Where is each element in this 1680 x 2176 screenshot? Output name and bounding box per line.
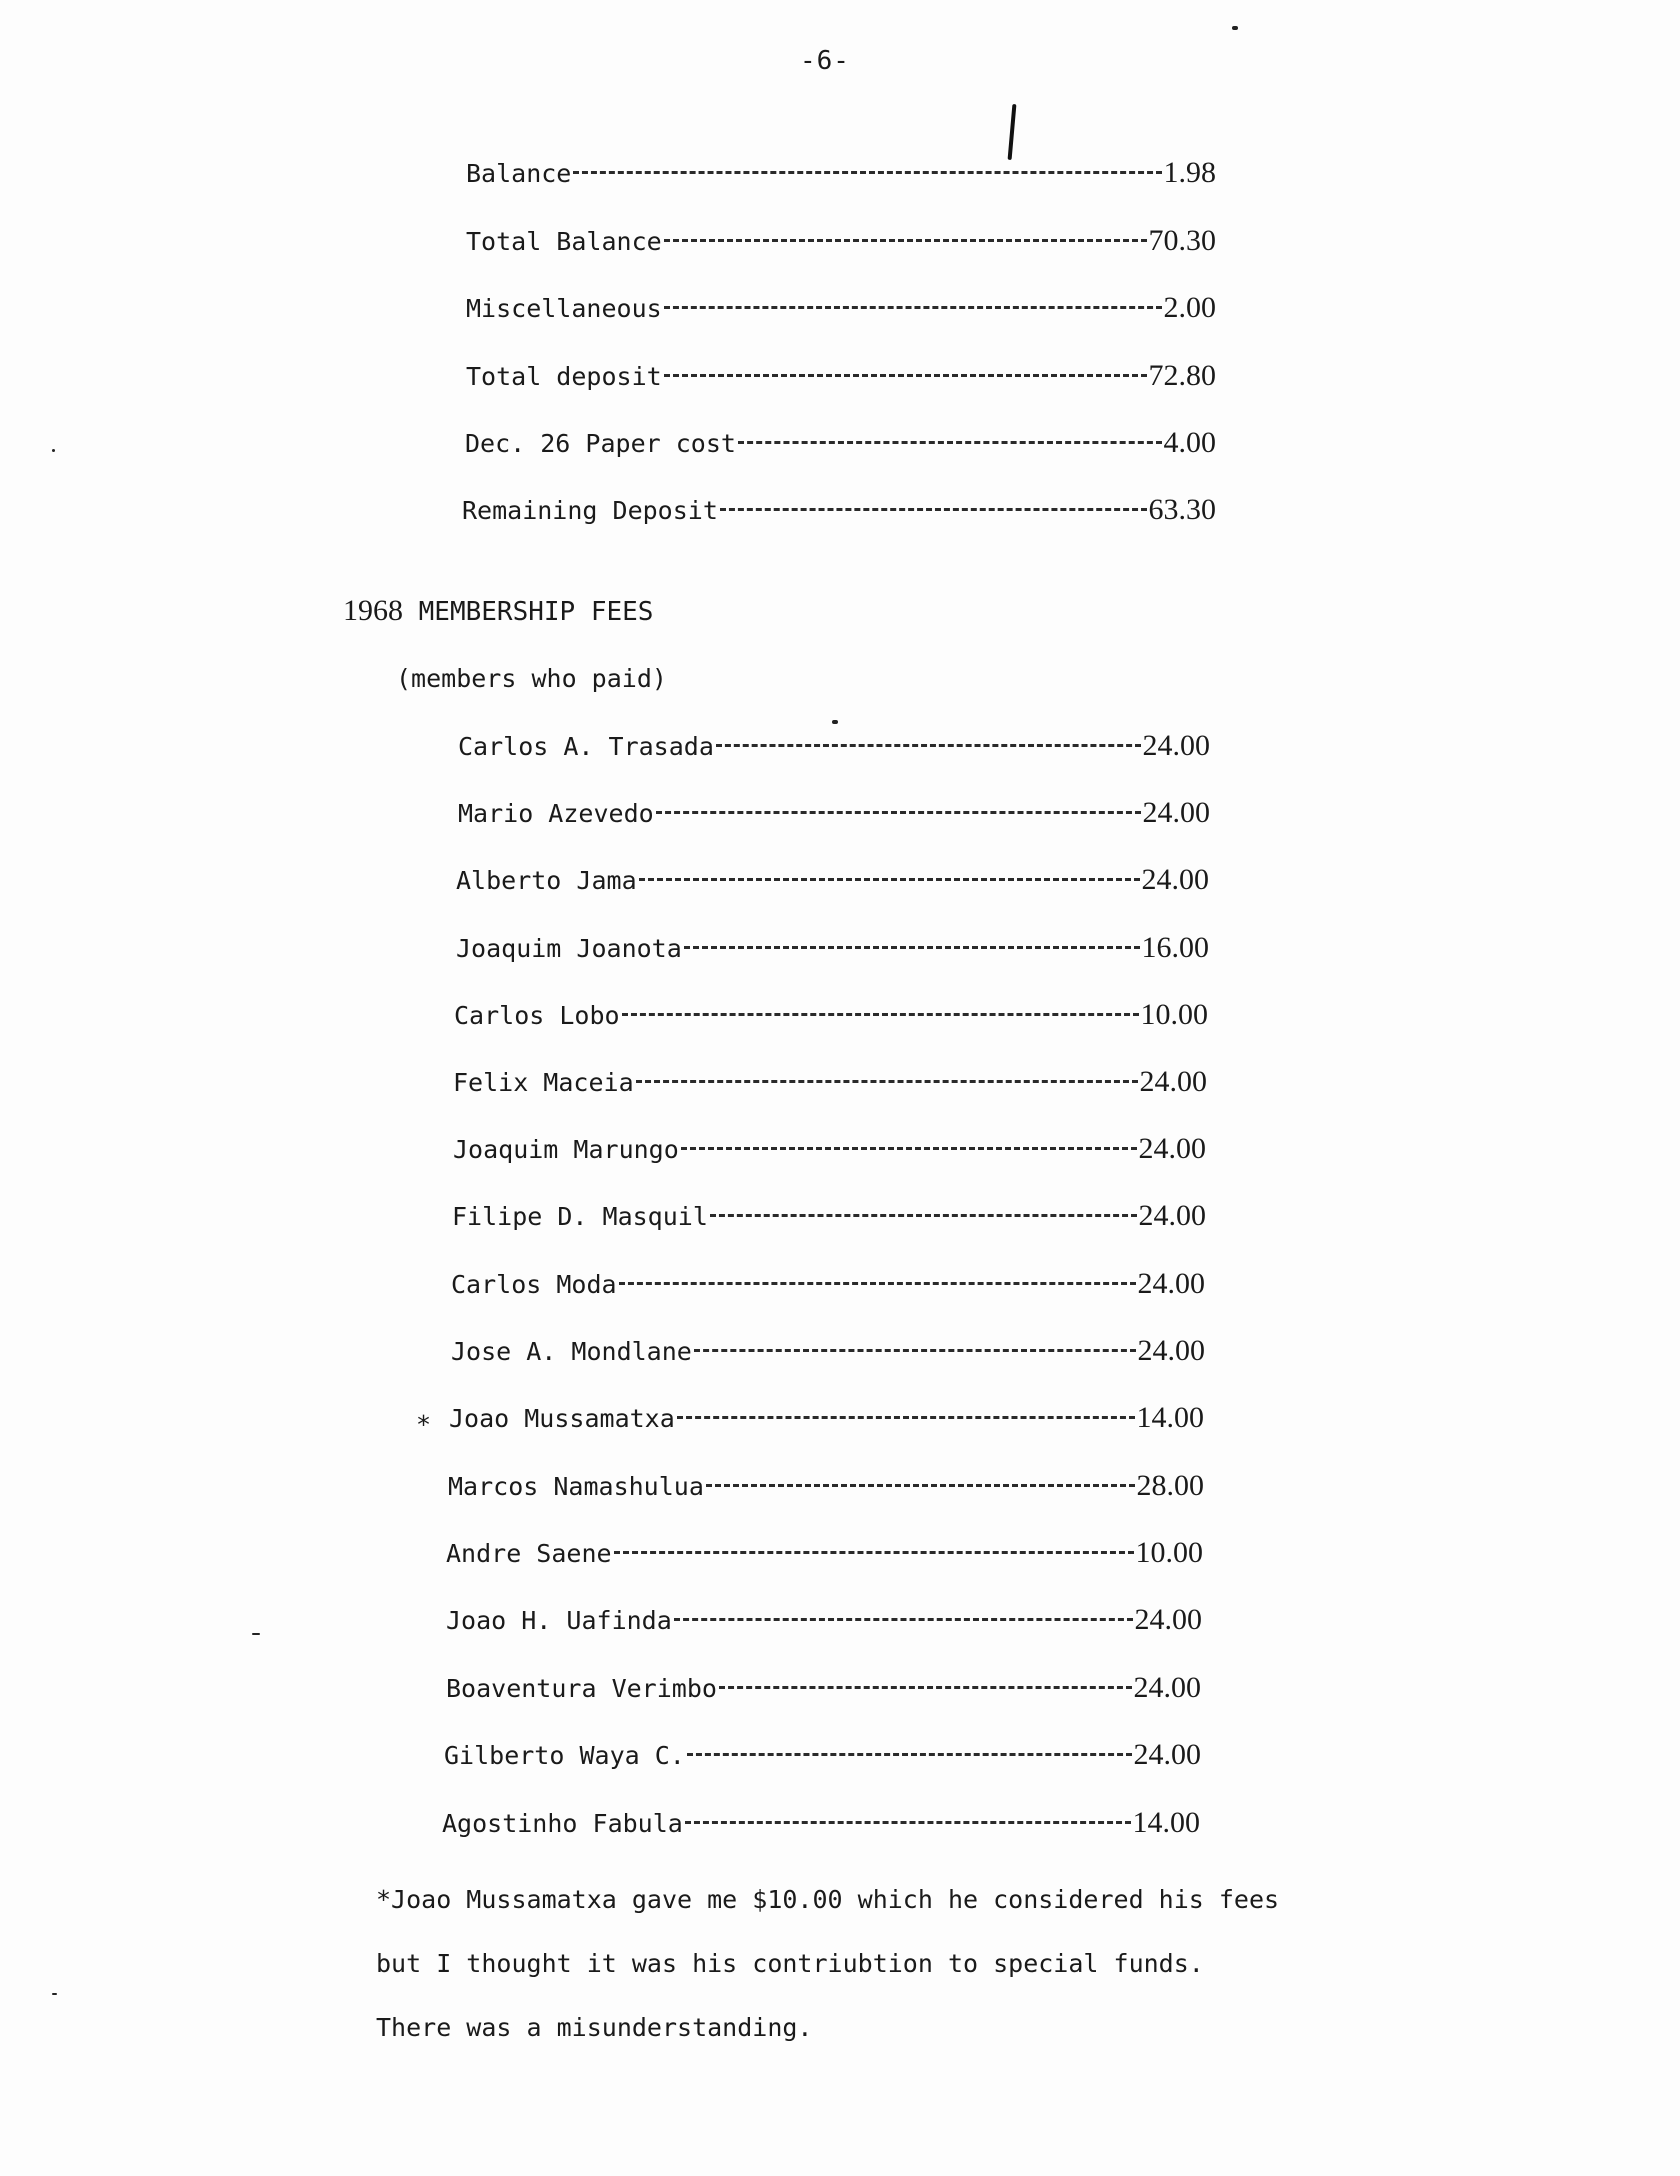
footnote-line: *Joao Mussamatxa gave me $10.00 which he considered his fees — [376, 1885, 1280, 1914]
member-amount: 24.00 — [1142, 796, 1210, 829]
footnote-line: There was a misunderstanding. — [376, 2013, 813, 2042]
member-amount: 24.00 — [1139, 1065, 1207, 1098]
dotted-leader — [710, 1214, 1137, 1217]
member-amount: 24.00 — [1138, 1132, 1206, 1165]
member-amount: 14.00 — [1136, 1401, 1204, 1434]
member-name: Joao Mussamatxa — [449, 1404, 675, 1433]
member-amount: 24.00 — [1134, 1603, 1202, 1636]
member-name: Joaquim Marungo — [453, 1135, 679, 1164]
scan-speck — [832, 720, 838, 724]
dotted-leader — [664, 239, 1147, 242]
dotted-leader — [716, 744, 1141, 747]
member-name: Joaquim Joanota — [456, 934, 682, 963]
member-amount: 24.00 — [1137, 1334, 1205, 1367]
scan-speck — [252, 1633, 260, 1635]
footnote-line: but I thought it was his contriubtion to special funds. — [376, 1949, 1204, 1978]
member-amount: 24.00 — [1137, 1267, 1205, 1300]
dotted-leader — [677, 1416, 1135, 1419]
dotted-leader — [656, 811, 1141, 814]
ledger-amount: 2.00 — [1163, 291, 1216, 324]
member-row — [446, 1671, 1201, 1705]
member-amount: 24.00 — [1142, 729, 1210, 762]
member-name: Carlos Lobo — [454, 1001, 620, 1030]
member-row — [444, 1738, 1201, 1772]
member-name: Jose A. Mondlane — [451, 1337, 692, 1366]
member-row — [451, 1334, 1205, 1368]
member-amount: 16.00 — [1141, 931, 1209, 964]
section-year: 1968 — [343, 594, 403, 627]
ledger-row-balance — [466, 156, 1216, 190]
dotted-leader — [619, 1282, 1136, 1285]
ledger-amount: 1.98 — [1163, 156, 1216, 189]
member-amount: 24.00 — [1133, 1738, 1201, 1771]
member-row — [446, 1603, 1202, 1637]
ledger-label: Miscellaneous — [466, 294, 662, 323]
member-row — [451, 1267, 1205, 1301]
dotted-leader — [684, 946, 1140, 949]
member-name: Boaventura Verimbo — [446, 1674, 717, 1703]
dotted-leader — [685, 1821, 1131, 1824]
dotted-leader — [681, 1147, 1137, 1150]
member-row — [453, 1132, 1206, 1166]
member-row — [446, 1536, 1203, 1570]
ledger-label: Balance — [466, 159, 572, 188]
member-name: Andre Saene — [446, 1539, 612, 1568]
ledger-amount: 63.30 — [1148, 493, 1216, 526]
dotted-leader — [622, 1013, 1139, 1016]
member-name: Agostinho Fabula — [442, 1809, 683, 1838]
member-amount: 24.00 — [1133, 1671, 1201, 1704]
ledger-amount: 4.00 — [1163, 426, 1216, 459]
member-row — [458, 796, 1210, 830]
dotted-leader — [674, 1618, 1133, 1621]
member-row — [458, 729, 1210, 763]
ledger-row-remaining-deposit — [462, 493, 1216, 527]
ledger-label: Total deposit — [466, 362, 662, 391]
section-heading: MEMBERSHIP FEES — [418, 597, 654, 627]
dotted-leader — [639, 878, 1140, 881]
dotted-leader — [664, 374, 1147, 377]
member-name: Joao H. Uafinda — [446, 1606, 672, 1635]
section-title — [343, 594, 653, 628]
dotted-leader — [706, 1484, 1135, 1487]
member-row — [456, 931, 1209, 965]
member-amount: 28.00 — [1136, 1469, 1204, 1502]
ledger-row-miscellaneous — [466, 291, 1216, 325]
dotted-leader — [720, 508, 1147, 511]
member-name: Marcos Namashulua — [448, 1472, 704, 1501]
member-name: Filipe D. Masquil — [452, 1202, 708, 1231]
dotted-leader — [738, 441, 1162, 444]
member-row — [453, 1065, 1207, 1099]
dotted-leader — [687, 1753, 1132, 1756]
member-row — [442, 1806, 1200, 1840]
member-name: Felix Maceia — [453, 1068, 634, 1097]
dotted-leader — [694, 1349, 1136, 1352]
dotted-leader — [614, 1551, 1134, 1554]
ledger-amount: 72.80 — [1148, 359, 1216, 392]
ledger-amount: 70.30 — [1148, 224, 1216, 257]
member-name: Carlos Moda — [451, 1270, 617, 1299]
scan-speck — [52, 1993, 57, 1995]
member-name: Mario Azevedo — [458, 799, 654, 828]
scan-speck — [1232, 26, 1238, 30]
member-amount: 24.00 — [1141, 863, 1209, 896]
member-row — [452, 1199, 1206, 1233]
dotted-leader — [664, 306, 1162, 309]
member-row — [456, 863, 1209, 897]
dotted-leader — [573, 171, 1161, 174]
ledger-row-paper-cost — [465, 426, 1216, 460]
pen-mark — [1008, 104, 1017, 160]
member-row — [448, 1469, 1204, 1503]
page-number: -6- — [800, 46, 850, 76]
ledger-label: Total Balance — [466, 227, 662, 256]
member-row — [449, 1401, 1204, 1435]
member-name: Alberto Jama — [456, 866, 637, 895]
ledger-row-total-deposit — [466, 359, 1216, 393]
member-amount: 14.00 — [1132, 1806, 1200, 1839]
member-name: Gilberto Waya C. — [444, 1741, 685, 1770]
ledger-row-total-balance — [466, 224, 1216, 258]
member-row — [454, 998, 1208, 1032]
member-amount: 24.00 — [1138, 1199, 1206, 1232]
ledger-label: Remaining Deposit — [462, 496, 718, 525]
ledger-label: Dec. 26 Paper cost — [465, 429, 736, 458]
asterisk-marker: * — [416, 1410, 432, 1439]
member-amount: 10.00 — [1140, 998, 1208, 1031]
member-amount: 10.00 — [1135, 1536, 1203, 1569]
dotted-leader — [719, 1686, 1132, 1689]
dotted-leader — [636, 1080, 1138, 1083]
member-name: Carlos A. Trasada — [458, 732, 714, 761]
scan-speck — [52, 449, 55, 452]
section-subtitle: (members who paid) — [396, 664, 667, 693]
